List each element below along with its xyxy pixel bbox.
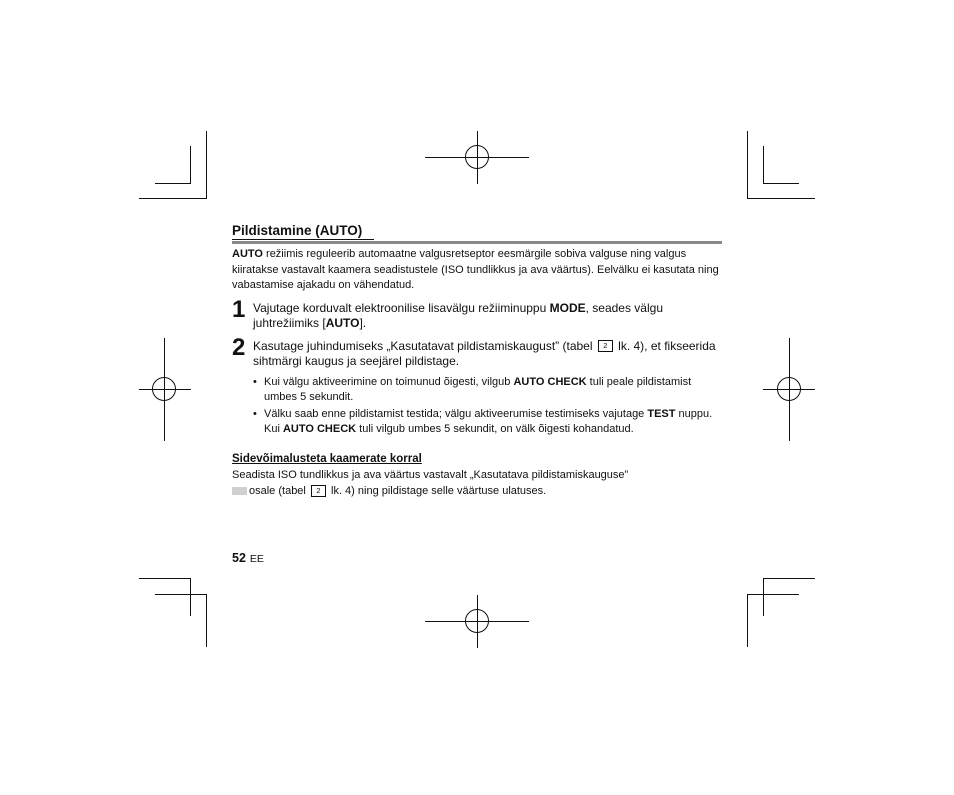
title-underline — [232, 239, 374, 240]
crop-mark — [190, 146, 191, 184]
section-header — [232, 222, 722, 244]
intro-paragraph: AUTO režiimis reguleerib automaatne valgusretseptor eesmärgile sobiva valguse ning valgus kiiratakse vastavalt kaamera seadistustele (ISO tundlikkus ja ava väärtus). Eelvälku ei kasutata ning vabastamise ajakadu on vähendatud. — [232, 248, 719, 291]
crop-mark — [155, 183, 191, 184]
table-ref-icon: 2 — [311, 485, 326, 497]
crop-mark — [206, 594, 207, 647]
step-text: Kasutage juhindumiseks „Kasutatavat pildistamiskaugust” (tabel 2 lk. 4), et fikseerida sihtmärgi kaugus ja seejärel pildistage. — [253, 338, 716, 368]
step-1 — [232, 295, 722, 332]
crop-mark — [155, 594, 207, 595]
step-text: Vajutage korduvalt elektroonilise lisavälgu režiiminuppu MODE, seades välgu juhtrežiimiks [AUTO]. — [253, 300, 663, 330]
list-item: • Välku saab enne pildistamist testida; välgu aktiveerumise testimiseks vajutage TEST nuppu. Kui AUTO CHECK tuli vilgub umbes 5 sekundit, on välk õigesti kohandatud. — [253, 407, 713, 435]
list-item: • Kui välgu aktiveerimine on toimunud õigesti, vilgub AUTO CHECK tuli peale pildistamist umbes 5 sekundit. — [253, 375, 692, 403]
crop-mark — [763, 183, 799, 184]
page-number: 52 — [232, 551, 246, 565]
subsection-line-2: osale (tabel 2 lk. 4) ning pildistage selle väärtuse ulatuses. — [232, 483, 722, 499]
crop-mark — [747, 594, 799, 595]
crop-mark — [139, 198, 207, 199]
subsection-line-1: Seadista ISO tundlikkus ja ava väärtus vastavalt „Kasutatava pildistamiskauguse” — [232, 468, 629, 481]
step-number: 1 — [232, 295, 246, 323]
crop-mark — [747, 198, 815, 199]
subsection-title: Sidevõimalusteta kaamerate korral — [232, 452, 422, 465]
title-rule — [232, 241, 722, 244]
crop-mark — [206, 131, 207, 198]
table-ref-icon: 2 — [598, 340, 613, 352]
page-title: Pildistamine (AUTO) — [232, 223, 363, 238]
step-2-bullets — [253, 375, 722, 437]
crop-mark — [747, 131, 748, 198]
crop-mark — [190, 578, 191, 616]
language-code: EE — [249, 553, 264, 565]
crop-mark — [763, 578, 764, 616]
step-number: 2 — [232, 333, 246, 361]
page-footer — [232, 551, 264, 565]
grey-swatch — [232, 487, 247, 495]
step-2 — [232, 333, 722, 437]
page-content — [232, 222, 722, 499]
crop-mark — [763, 146, 764, 184]
crop-mark — [763, 578, 815, 579]
crop-mark — [747, 594, 748, 647]
crop-mark — [139, 578, 191, 579]
